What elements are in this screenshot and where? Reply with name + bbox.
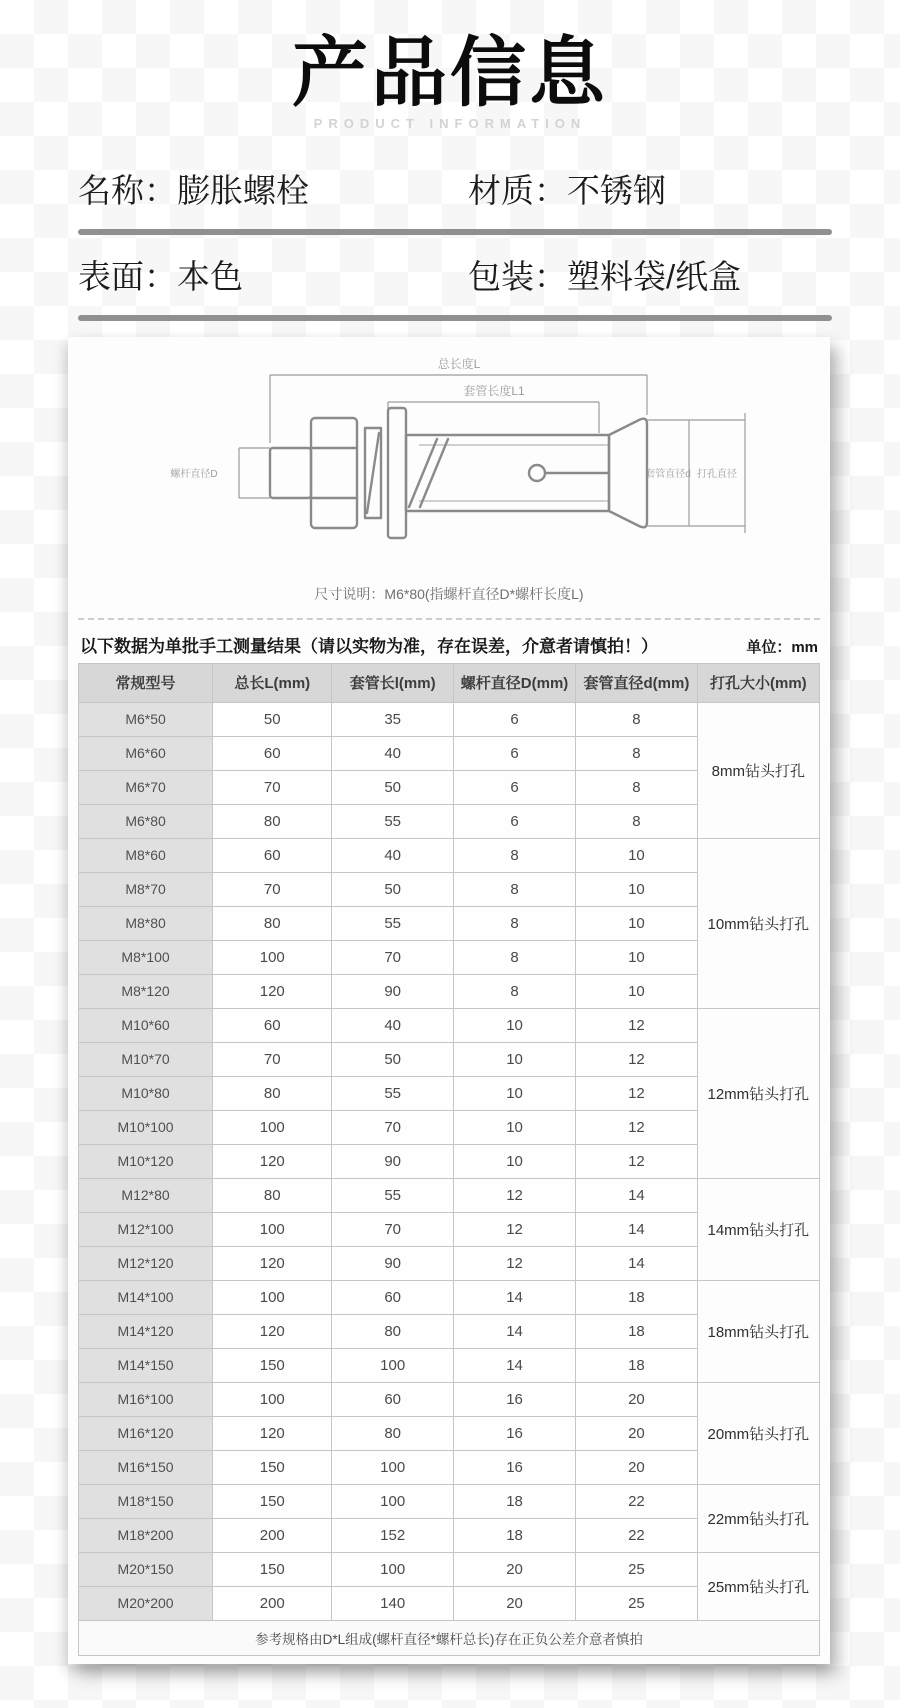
value-cell: 120 — [213, 1314, 332, 1348]
col-header-sleeve-diameter: 套管直径d(mm) — [576, 663, 698, 702]
value-cell: 20 — [453, 1552, 575, 1586]
model-cell: M12*100 — [79, 1212, 213, 1246]
table-row — [79, 1008, 820, 1042]
drill-size-cell: 25mm钻头打孔 — [697, 1552, 819, 1620]
table-row — [79, 1552, 820, 1586]
value-cell: 25 — [576, 1552, 698, 1586]
model-cell: M8*120 — [79, 974, 213, 1008]
model-cell: M10*70 — [79, 1042, 213, 1076]
dim-sleeve-diameter-label: 套管直径d — [645, 468, 691, 480]
drill-size-cell: 12mm钻头打孔 — [697, 1008, 819, 1178]
value-cell: 10 — [453, 1008, 575, 1042]
value-cell: 20 — [576, 1450, 698, 1484]
field-material-label: 材质： — [468, 172, 567, 210]
value-cell: 16 — [453, 1382, 575, 1416]
value-cell: 140 — [332, 1586, 454, 1620]
value-cell: 200 — [213, 1518, 332, 1552]
field-packaging-label: 包装： — [468, 258, 567, 296]
value-cell: 6 — [453, 736, 575, 770]
value-cell: 10 — [453, 1042, 575, 1076]
dashed-divider — [78, 618, 820, 620]
field-material-value: 不锈钢 — [567, 172, 666, 210]
value-cell: 20 — [576, 1382, 698, 1416]
value-cell: 10 — [576, 872, 698, 906]
model-cell: M10*100 — [79, 1110, 213, 1144]
dim-total-length-label: 总长度L — [437, 356, 481, 371]
divider — [78, 229, 832, 235]
value-cell: 16 — [453, 1416, 575, 1450]
value-cell: 60 — [332, 1382, 454, 1416]
value-cell: 80 — [213, 906, 332, 940]
table-row — [79, 838, 820, 872]
dim-hole-diameter-label: 打孔直径 — [697, 468, 737, 480]
product-info-page — [0, 31, 900, 1708]
spec-table — [78, 663, 820, 1656]
drill-size-cell: 14mm钻头打孔 — [697, 1178, 819, 1280]
value-cell: 12 — [576, 1008, 698, 1042]
value-cell: 10 — [576, 906, 698, 940]
value-cell: 8 — [576, 770, 698, 804]
col-header-total-length: 总长L(mm) — [213, 663, 332, 702]
value-cell: 60 — [213, 838, 332, 872]
value-cell: 10 — [453, 1110, 575, 1144]
model-cell: M16*120 — [79, 1416, 213, 1450]
spec-table-body — [79, 702, 820, 1620]
drill-size-cell: 10mm钻头打孔 — [697, 838, 819, 1008]
value-cell: 80 — [332, 1314, 454, 1348]
value-cell: 22 — [576, 1518, 698, 1552]
table-row — [79, 1382, 820, 1416]
measurement-note: 以下数据为单批手工测量结果（请以实物为准，存在误差，介意者请慎拍！） — [80, 636, 658, 656]
attribute-row — [78, 157, 832, 221]
table-header-row — [79, 663, 820, 702]
value-cell: 6 — [453, 770, 575, 804]
value-cell: 10 — [576, 838, 698, 872]
model-cell: M8*60 — [79, 838, 213, 872]
value-cell: 35 — [332, 702, 454, 736]
value-cell: 40 — [332, 1008, 454, 1042]
model-cell: M8*70 — [79, 872, 213, 906]
value-cell: 8 — [453, 838, 575, 872]
product-attributes — [78, 157, 832, 321]
value-cell: 150 — [213, 1552, 332, 1586]
model-cell: M20*200 — [79, 1586, 213, 1620]
model-cell: M12*80 — [79, 1178, 213, 1212]
value-cell: 55 — [332, 906, 454, 940]
value-cell: 8 — [453, 872, 575, 906]
value-cell: 6 — [453, 804, 575, 838]
field-packaging-value: 塑料袋/纸盒 — [567, 258, 742, 296]
value-cell: 70 — [213, 1042, 332, 1076]
table-footer-row — [79, 1620, 820, 1655]
value-cell: 22 — [576, 1484, 698, 1518]
value-cell: 12 — [576, 1110, 698, 1144]
value-cell: 100 — [213, 1110, 332, 1144]
value-cell: 120 — [213, 1246, 332, 1280]
model-cell: M6*80 — [79, 804, 213, 838]
value-cell: 14 — [453, 1280, 575, 1314]
model-cell: M16*100 — [79, 1382, 213, 1416]
value-cell: 60 — [213, 1008, 332, 1042]
page-subtitle: PRODUCT INFORMATION — [313, 115, 587, 131]
value-cell: 20 — [576, 1416, 698, 1450]
value-cell: 8 — [576, 736, 698, 770]
field-material — [468, 165, 666, 212]
value-cell: 90 — [332, 974, 454, 1008]
col-header-sleeve-length: 套管长l(mm) — [332, 663, 454, 702]
value-cell: 70 — [213, 872, 332, 906]
value-cell: 25 — [576, 1586, 698, 1620]
value-cell: 100 — [213, 1280, 332, 1314]
field-name — [78, 165, 468, 212]
value-cell: 18 — [576, 1348, 698, 1382]
col-header-drill-size: 打孔大小(mm) — [697, 663, 819, 702]
spec-panel — [68, 337, 830, 1664]
value-cell: 90 — [332, 1246, 454, 1280]
value-cell: 150 — [213, 1450, 332, 1484]
model-cell: M20*150 — [79, 1552, 213, 1586]
value-cell: 10 — [576, 940, 698, 974]
value-cell: 120 — [213, 974, 332, 1008]
page-title: 产品信息 — [292, 31, 608, 116]
value-cell: 18 — [576, 1280, 698, 1314]
value-cell: 14 — [576, 1212, 698, 1246]
size-caption: 尺寸说明：M6*80(指螺杆直径D*螺杆长度L) — [314, 585, 584, 602]
value-cell: 50 — [332, 1042, 454, 1076]
model-cell: M18*150 — [79, 1484, 213, 1518]
value-cell: 40 — [332, 736, 454, 770]
value-cell: 60 — [332, 1280, 454, 1314]
unit-note: 单位：mm — [746, 638, 818, 656]
value-cell: 12 — [453, 1178, 575, 1212]
value-cell: 100 — [332, 1484, 454, 1518]
value-cell: 50 — [332, 770, 454, 804]
drill-size-cell: 8mm钻头打孔 — [697, 702, 819, 838]
field-surface-value: 本色 — [177, 258, 243, 296]
value-cell: 12 — [576, 1144, 698, 1178]
measurement-note-row — [78, 630, 820, 663]
value-cell: 80 — [213, 804, 332, 838]
value-cell: 40 — [332, 838, 454, 872]
value-cell: 50 — [332, 872, 454, 906]
value-cell: 10 — [453, 1076, 575, 1110]
value-cell: 120 — [213, 1416, 332, 1450]
value-cell: 120 — [213, 1144, 332, 1178]
value-cell: 200 — [213, 1586, 332, 1620]
value-cell: 12 — [453, 1246, 575, 1280]
value-cell: 100 — [332, 1552, 454, 1586]
divider — [78, 315, 832, 321]
value-cell: 14 — [453, 1314, 575, 1348]
value-cell: 8 — [576, 702, 698, 736]
drill-size-cell: 20mm钻头打孔 — [697, 1382, 819, 1484]
drill-size-cell: 18mm钻头打孔 — [697, 1280, 819, 1382]
value-cell: 55 — [332, 1178, 454, 1212]
value-cell: 70 — [332, 1212, 454, 1246]
value-cell: 50 — [213, 702, 332, 736]
table-row — [79, 702, 820, 736]
tolerance-note: 参考规格由D*L组成(螺杆直径*螺杆总长)存在正负公差介意者慎拍 — [79, 1620, 820, 1655]
value-cell: 20 — [453, 1586, 575, 1620]
table-row — [79, 1178, 820, 1212]
value-cell: 14 — [576, 1178, 698, 1212]
value-cell: 12 — [453, 1212, 575, 1246]
value-cell: 10 — [576, 974, 698, 1008]
value-cell: 100 — [332, 1348, 454, 1382]
model-cell: M6*70 — [79, 770, 213, 804]
field-name-value: 膨胀螺栓 — [177, 172, 309, 210]
field-surface — [78, 251, 468, 298]
model-cell: M14*100 — [79, 1280, 213, 1314]
value-cell: 14 — [453, 1348, 575, 1382]
value-cell: 12 — [576, 1042, 698, 1076]
value-cell: 8 — [453, 974, 575, 1008]
value-cell: 80 — [213, 1178, 332, 1212]
field-surface-label: 表面： — [78, 258, 177, 296]
value-cell: 100 — [213, 1382, 332, 1416]
value-cell: 18 — [576, 1314, 698, 1348]
field-packaging — [468, 251, 741, 298]
value-cell: 8 — [453, 906, 575, 940]
value-cell: 100 — [213, 1212, 332, 1246]
value-cell: 70 — [332, 1110, 454, 1144]
model-cell: M8*100 — [79, 940, 213, 974]
col-header-model: 常规型号 — [79, 663, 213, 702]
value-cell: 70 — [332, 940, 454, 974]
model-cell: M8*80 — [79, 906, 213, 940]
value-cell: 10 — [453, 1144, 575, 1178]
field-name-label: 名称： — [78, 172, 177, 210]
model-cell: M10*80 — [79, 1076, 213, 1110]
drill-size-cell: 22mm钻头打孔 — [697, 1484, 819, 1552]
value-cell: 80 — [332, 1416, 454, 1450]
model-cell: M14*120 — [79, 1314, 213, 1348]
model-cell: M18*200 — [79, 1518, 213, 1552]
value-cell: 55 — [332, 804, 454, 838]
value-cell: 8 — [576, 804, 698, 838]
dim-screw-diameter-label: 螺杆直径D — [170, 468, 218, 480]
model-cell: M10*60 — [79, 1008, 213, 1042]
value-cell: 152 — [332, 1518, 454, 1552]
model-cell: M12*120 — [79, 1246, 213, 1280]
value-cell: 90 — [332, 1144, 454, 1178]
value-cell: 16 — [453, 1450, 575, 1484]
value-cell: 55 — [332, 1076, 454, 1110]
model-cell: M6*50 — [79, 702, 213, 736]
table-row — [79, 1484, 820, 1518]
value-cell: 8 — [453, 940, 575, 974]
value-cell: 60 — [213, 736, 332, 770]
value-cell: 18 — [453, 1484, 575, 1518]
value-cell: 12 — [576, 1076, 698, 1110]
value-cell: 70 — [213, 770, 332, 804]
model-cell: M6*60 — [79, 736, 213, 770]
table-row — [79, 1280, 820, 1314]
value-cell: 80 — [213, 1076, 332, 1110]
value-cell: 150 — [213, 1484, 332, 1518]
col-header-screw-diameter: 螺杆直径D(mm) — [453, 663, 575, 702]
dim-sleeve-length-label: 套管长度L1 — [463, 383, 525, 398]
value-cell: 14 — [576, 1246, 698, 1280]
attribute-row — [78, 243, 832, 307]
model-cell: M16*150 — [79, 1450, 213, 1484]
value-cell: 100 — [332, 1450, 454, 1484]
value-cell: 18 — [453, 1518, 575, 1552]
value-cell: 150 — [213, 1348, 332, 1382]
model-cell: M10*120 — [79, 1144, 213, 1178]
value-cell: 6 — [453, 702, 575, 736]
value-cell: 100 — [213, 940, 332, 974]
model-cell: M14*150 — [79, 1348, 213, 1382]
bolt-diagram — [89, 353, 809, 578]
